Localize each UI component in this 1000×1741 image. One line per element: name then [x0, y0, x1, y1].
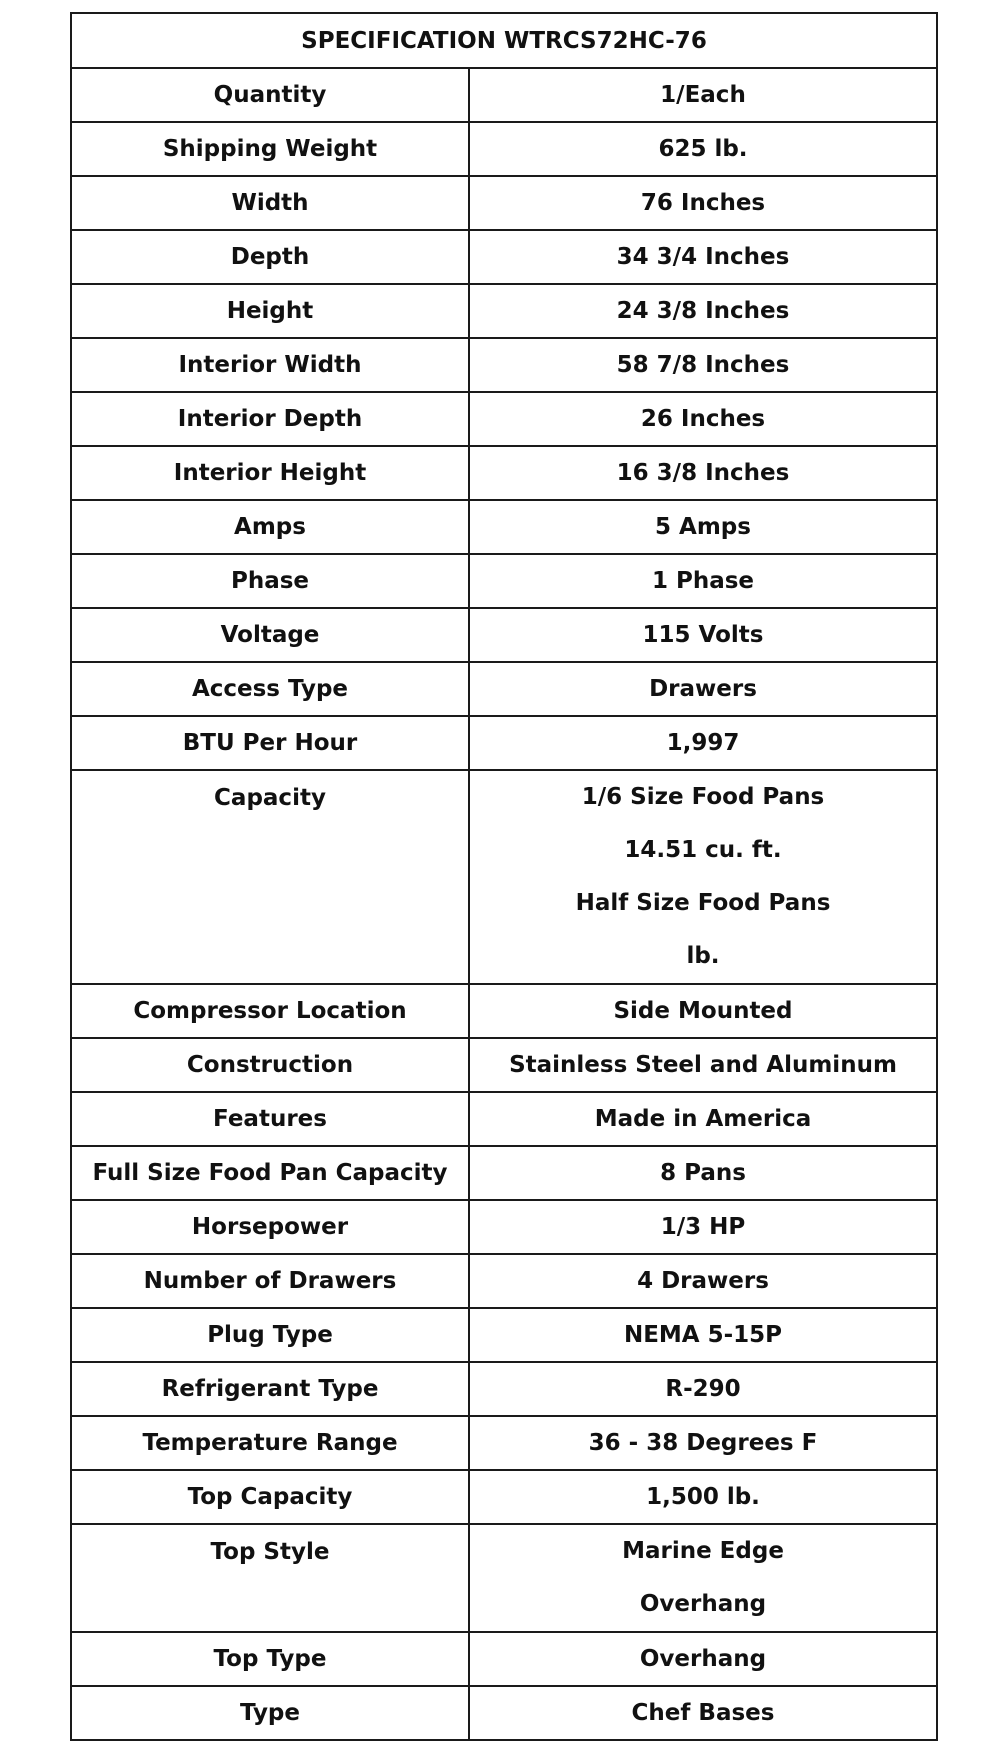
specification-table [70, 12, 938, 1741]
spec-label: Shipping Weight [71, 122, 469, 176]
spec-value: 1/Each [469, 68, 937, 122]
spec-value: Side Mounted [469, 984, 937, 1038]
table-body [71, 68, 937, 1740]
spec-value: 58 7/8 Inches [469, 338, 937, 392]
table-row [71, 1632, 937, 1686]
spec-label: Temperature Range [71, 1416, 469, 1470]
spec-value: 115 Volts [469, 608, 937, 662]
table-row [71, 1470, 937, 1524]
spec-label: Amps [71, 500, 469, 554]
spec-label: Interior Depth [71, 392, 469, 446]
spec-value: Marine Edge [622, 1538, 784, 1564]
table-row [71, 500, 937, 554]
spec-value: 1 Phase [469, 554, 937, 608]
spec-label: Interior Width [71, 338, 469, 392]
table-row [71, 122, 937, 176]
spec-value: 34 3/4 Inches [469, 230, 937, 284]
spec-value: Made in America [469, 1092, 937, 1146]
spec-label: Type [71, 1686, 469, 1740]
table-title: SPECIFICATION WTRCS72HC-76 [71, 13, 937, 68]
spec-value: NEMA 5-15P [469, 1308, 937, 1362]
spec-label: Features [71, 1092, 469, 1146]
table-row [71, 1416, 937, 1470]
table-row [71, 554, 937, 608]
spec-value: 4 Drawers [469, 1254, 937, 1308]
spec-value: 26 Inches [469, 392, 937, 446]
spec-label: Access Type [71, 662, 469, 716]
spec-value-cell [469, 1524, 937, 1632]
table-row [71, 68, 937, 122]
table-row [71, 662, 937, 716]
table-row [71, 608, 937, 662]
spec-label: Top Capacity [71, 1470, 469, 1524]
spec-value: Drawers [469, 662, 937, 716]
spec-value: 625 lb. [469, 122, 937, 176]
spec-label: Plug Type [71, 1308, 469, 1362]
spec-label: Horsepower [71, 1200, 469, 1254]
table-row [71, 984, 937, 1038]
spec-value: Half Size Food Pans [575, 890, 831, 916]
table-row [71, 446, 937, 500]
table-row [71, 392, 937, 446]
table-row [71, 1308, 937, 1362]
spec-label: Top Type [71, 1632, 469, 1686]
spec-label: Full Size Food Pan Capacity [71, 1146, 469, 1200]
table-row [71, 1686, 937, 1740]
spec-value: 36 - 38 Degrees F [469, 1416, 937, 1470]
table-row [71, 1200, 937, 1254]
table-row [71, 716, 937, 770]
spec-label: Quantity [71, 68, 469, 122]
spec-label: Voltage [71, 608, 469, 662]
table-row [71, 176, 937, 230]
table-row [71, 1362, 937, 1416]
spec-value: Overhang [469, 1632, 937, 1686]
spec-value: Overhang [639, 1591, 767, 1617]
spec-label: Width [71, 176, 469, 230]
spec-value: 14.51 cu. ft. [624, 837, 782, 863]
table-row [71, 1092, 937, 1146]
spec-value: 5 Amps [469, 500, 937, 554]
spec-label: Construction [71, 1038, 469, 1092]
spec-value: Stainless Steel and Aluminum [469, 1038, 937, 1092]
spec-value: lb. [686, 943, 720, 969]
table-row [71, 1038, 937, 1092]
table-row [71, 1524, 937, 1632]
table-row [71, 284, 937, 338]
spec-value: 8 Pans [469, 1146, 937, 1200]
table-row [71, 770, 937, 984]
spec-label: Capacity [71, 770, 469, 984]
table-row [71, 1254, 937, 1308]
spec-label: Refrigerant Type [71, 1362, 469, 1416]
table-header-row [71, 13, 937, 68]
spec-label: Top Style [71, 1524, 469, 1632]
table-row [71, 230, 937, 284]
spec-value-cell [469, 770, 937, 984]
spec-label: Depth [71, 230, 469, 284]
spec-value: 16 3/8 Inches [469, 446, 937, 500]
spec-value: Chef Bases [469, 1686, 937, 1740]
spec-label: Height [71, 284, 469, 338]
spec-value: 24 3/8 Inches [469, 284, 937, 338]
table-row [71, 338, 937, 392]
spec-value: 1,500 lb. [469, 1470, 937, 1524]
spec-value: R-290 [469, 1362, 937, 1416]
spec-value: 1,997 [469, 716, 937, 770]
spec-label: Number of Drawers [71, 1254, 469, 1308]
spec-label: Compressor Location [71, 984, 469, 1038]
spec-value: 1/3 HP [469, 1200, 937, 1254]
spec-value: 1/6 Size Food Pans [581, 784, 825, 810]
spec-value: 76 Inches [469, 176, 937, 230]
spec-label: Phase [71, 554, 469, 608]
spec-label: BTU Per Hour [71, 716, 469, 770]
spec-label: Interior Height [71, 446, 469, 500]
table-row [71, 1146, 937, 1200]
